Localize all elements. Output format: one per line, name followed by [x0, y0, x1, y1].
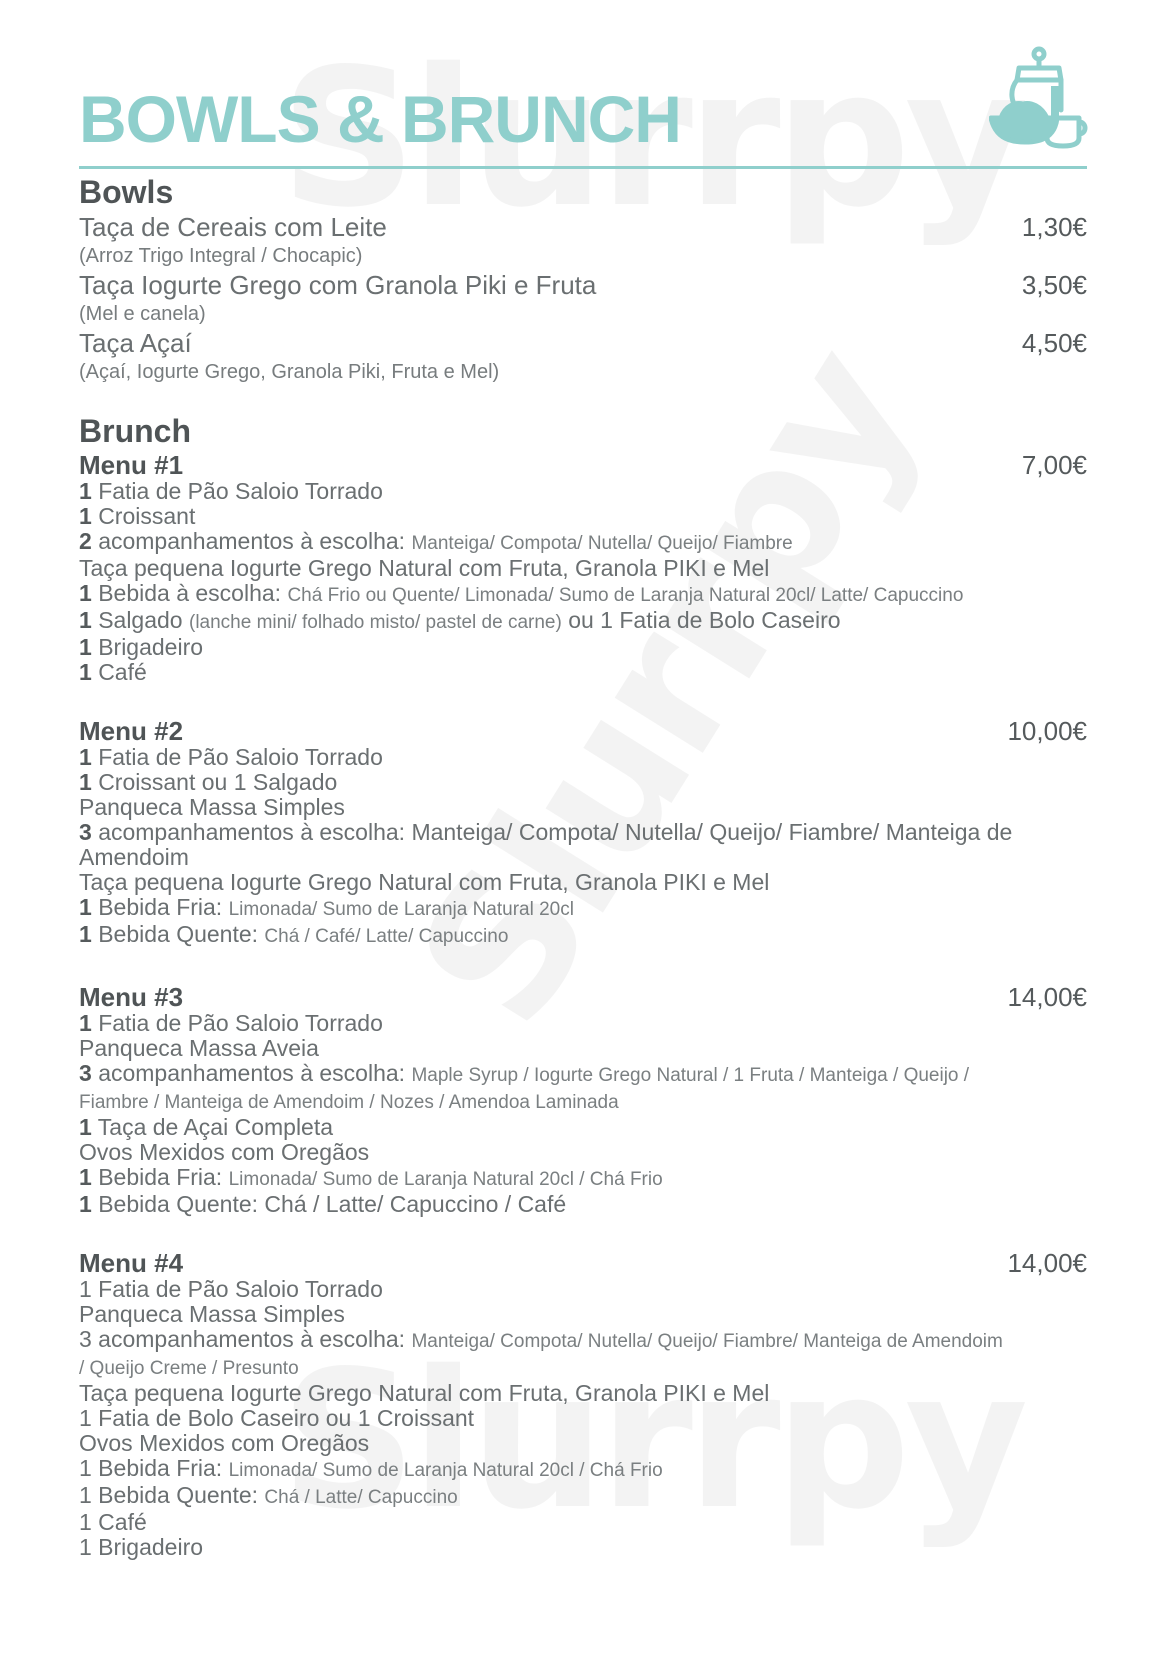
menu-price: 14,00€ — [1007, 1248, 1087, 1278]
line-text: Panqueca Massa Aveia — [79, 1035, 319, 1062]
line-quantity: 1 — [79, 1010, 92, 1037]
menu-line — [79, 1061, 1087, 1088]
line-text: 1 Fatia de Pão Saloio Torrado — [79, 1276, 383, 1303]
menu-line — [79, 820, 1087, 845]
line-quantity: 1 — [79, 769, 92, 796]
line-text: Taça pequena Iogurte Grego Natural com Fruta, Granola PIKI e Mel — [79, 1380, 770, 1407]
menu-line — [79, 1115, 1087, 1140]
menu-line — [79, 660, 1087, 685]
menu-line — [79, 504, 1087, 529]
line-text-tail: ou 1 Fatia de Bolo Caseiro — [568, 607, 841, 634]
menu-line — [79, 1535, 1087, 1560]
menu-line — [79, 1431, 1087, 1456]
menu-line — [79, 1011, 1087, 1036]
line-options: Chá / Latte/ Capuccino — [264, 1487, 458, 1509]
line-quantity: 1 — [79, 580, 92, 607]
menu-title: Menu #2 — [79, 716, 184, 746]
line-text: 1 Bebida Quente: — [79, 1482, 259, 1509]
item-name: Taça Açaí — [79, 328, 192, 358]
menu-lines — [79, 745, 1087, 949]
section-title-bowls: Bowls — [79, 174, 174, 210]
line-text: Amendoim — [79, 844, 189, 871]
line-options: Chá Frio ou Quente/ Limonada/ Sumo de Laranja Natural 20cl/ Latte/ Capuccino — [287, 585, 964, 607]
menu-title: Menu #1 — [79, 450, 184, 480]
item-price: 3,50€ — [1021, 270, 1087, 300]
header — [79, 60, 1087, 170]
line-text: 3 acompanhamentos à escolha: — [79, 1326, 406, 1353]
brunch-menu — [79, 984, 1087, 1217]
line-quantity: 1 — [79, 894, 92, 921]
line-options: Manteiga/ Compota/ Nutella/ Queijo/ Fiambre/ Manteiga de Amendoim — [411, 1331, 1003, 1353]
menu-line — [79, 529, 1087, 556]
line-options: Limonada/ Sumo de Laranja Natural 20cl — [228, 899, 574, 921]
line-text: 1 Bebida Fria: — [79, 1455, 223, 1482]
menu-line — [79, 895, 1087, 922]
line-text: Taça pequena Iogurte Grego Natural com Fruta, Granola PIKI e Mel — [79, 555, 770, 582]
line-quantity: 1 — [79, 1191, 92, 1218]
line-text: Salgado — [98, 607, 183, 634]
line-text: 1 Brigadeiro — [79, 1534, 204, 1561]
menu-page — [79, 0, 1087, 1654]
menu-line — [79, 1406, 1087, 1431]
item-name: Taça Iogurte Grego com Granola Piki e Fruta — [79, 270, 597, 300]
menu-line — [79, 1381, 1087, 1406]
line-options: Chá / Café/ Latte/ Capuccino — [264, 926, 509, 948]
teapot-bowl-cup-icon — [989, 46, 1089, 152]
line-text: Taça pequena Iogurte Grego Natural com Fruta, Granola PIKI e Mel — [79, 869, 770, 896]
line-text: Fatia de Pão Saloio Torrado — [98, 1010, 383, 1037]
line-options: Maple Syrup / Iogurte Grego Natural / 1 Fruta / Manteiga / Queijo / — [411, 1065, 970, 1087]
line-text: acompanhamentos à escolha: Manteiga/ Compota/ Nutella/ Queijo/ Fiambre/ Manteiga de — [98, 819, 1013, 846]
item-price: 1,30€ — [1021, 212, 1087, 242]
menu-lines — [79, 1277, 1087, 1560]
menu-line — [79, 1088, 1087, 1115]
menu-line — [79, 1036, 1087, 1061]
menu-line — [79, 922, 1087, 949]
menu-line — [79, 1327, 1087, 1354]
section-title-brunch: Brunch — [79, 413, 191, 449]
line-text: Bebida Quente: Chá / Latte/ Capuccino / Café — [98, 1191, 567, 1218]
menu-line — [79, 1510, 1087, 1535]
title-divider — [79, 166, 1087, 169]
menu-line — [79, 635, 1087, 660]
line-options: Limonada/ Sumo de Laranja Natural 20cl / Chá Frio — [228, 1460, 663, 1482]
menu-line — [79, 770, 1087, 795]
item-description: (Mel e canela) — [79, 302, 206, 325]
brunch-menu — [79, 452, 1087, 685]
line-text: Ovos Mexidos com Oregãos — [79, 1430, 370, 1457]
line-text: 1 Café — [79, 1509, 147, 1536]
page-title: BOWLS & BRUNCH — [79, 82, 681, 156]
menu-title: Menu #4 — [79, 1248, 184, 1278]
line-text: acompanhamentos à escolha: — [98, 1060, 406, 1087]
menu-line — [79, 1302, 1087, 1327]
line-quantity: 1 — [79, 744, 92, 771]
line-text: Bebida Fria: — [98, 894, 223, 921]
line-options: (lanche mini/ folhado misto/ pastel de carne) — [189, 612, 562, 634]
menu-line — [79, 1192, 1087, 1217]
menu-line — [79, 1140, 1087, 1165]
menu-line — [79, 1277, 1087, 1302]
item-price: 4,50€ — [1021, 328, 1087, 358]
line-text: Taça de Açai Completa — [97, 1114, 334, 1141]
menu-line — [79, 608, 1087, 635]
bowl-item — [79, 213, 1087, 268]
menu-price: 7,00€ — [1021, 450, 1087, 480]
menu-line — [79, 556, 1087, 581]
menu-lines — [79, 479, 1087, 685]
menu-line — [79, 1483, 1087, 1510]
line-text: Panqueca Massa Simples — [79, 794, 345, 821]
bowl-item — [79, 329, 1087, 384]
menu-line — [79, 581, 1087, 608]
menu-lines — [79, 1011, 1087, 1217]
menu-line — [79, 1456, 1087, 1483]
menu-line — [79, 795, 1087, 820]
line-options: Manteiga/ Compota/ Nutella/ Queijo/ Fiambre — [411, 533, 793, 555]
menu-title: Menu #3 — [79, 982, 184, 1012]
bowl-item — [79, 271, 1087, 326]
menu-line — [79, 745, 1087, 770]
line-text: Croissant ou 1 Salgado — [98, 769, 338, 796]
line-quantity: 1 — [79, 659, 92, 686]
item-description: (Açaí, Iogurte Grego, Granola Piki, Fruta e Mel) — [79, 360, 500, 383]
menu-price: 14,00€ — [1007, 982, 1087, 1012]
line-text: Panqueca Massa Simples — [79, 1301, 345, 1328]
brunch-menu — [79, 1250, 1087, 1560]
line-text: Bebida Quente: — [98, 921, 259, 948]
line-text: Fatia de Pão Saloio Torrado — [98, 478, 383, 505]
line-text: Bebida à escolha: — [98, 580, 282, 607]
line-quantity: 1 — [79, 1164, 92, 1191]
menu-line — [79, 870, 1087, 895]
line-quantity: 1 — [79, 478, 92, 505]
item-name: Taça de Cereais com Leite — [79, 212, 387, 242]
line-options: Fiambre / Manteiga de Amendoim / Nozes / Amendoa Laminada — [79, 1092, 619, 1114]
line-quantity: 3 — [79, 1060, 92, 1087]
line-quantity: 3 — [79, 819, 92, 846]
line-quantity: 1 — [79, 1114, 92, 1141]
menu-line — [79, 1165, 1087, 1192]
line-quantity: 2 — [79, 528, 92, 555]
menu-line — [79, 1354, 1087, 1381]
line-quantity: 1 — [79, 607, 92, 634]
menu-price: 10,00€ — [1007, 716, 1087, 746]
line-text: 1 Fatia de Bolo Caseiro ou 1 Croissant — [79, 1405, 475, 1432]
line-text: Café — [98, 659, 147, 686]
line-text: Bebida Fria: — [98, 1164, 223, 1191]
line-text: Fatia de Pão Saloio Torrado — [98, 744, 383, 771]
menu-line — [79, 479, 1087, 504]
menu-line — [79, 845, 1087, 870]
line-options: Limonada/ Sumo de Laranja Natural 20cl / Chá Frio — [228, 1169, 663, 1191]
line-text: Brigadeiro — [98, 634, 204, 661]
item-description: (Arroz Trigo Integral / Chocapic) — [79, 244, 363, 267]
line-text: Ovos Mexidos com Oregãos — [79, 1139, 370, 1166]
line-quantity: 1 — [79, 634, 92, 661]
line-text: acompanhamentos à escolha: — [98, 528, 406, 555]
line-quantity: 1 — [79, 503, 92, 530]
line-options: / Queijo Creme / Presunto — [79, 1358, 299, 1380]
line-text: Croissant — [98, 503, 196, 530]
line-quantity: 1 — [79, 921, 92, 948]
brunch-menu — [79, 718, 1087, 949]
